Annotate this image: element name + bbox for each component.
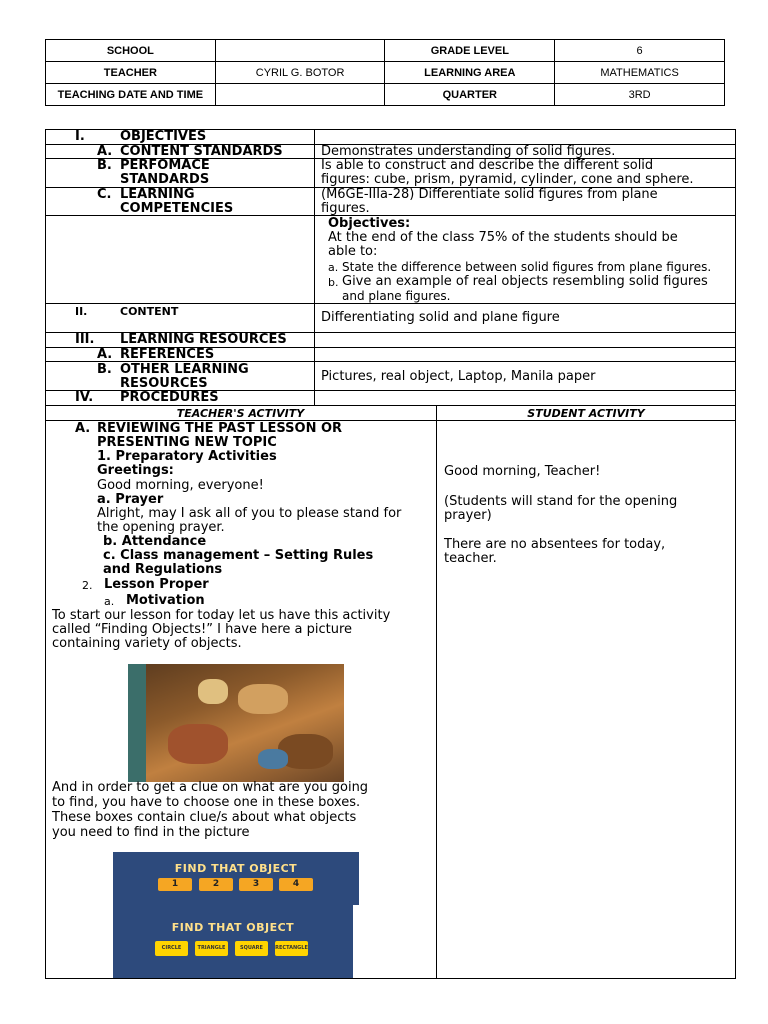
objectives-intro-2: able to: bbox=[328, 244, 378, 259]
performance-standards-label-1: PERFOMACE bbox=[120, 158, 210, 173]
other-resources-label-1: OTHER LEARNING bbox=[120, 362, 249, 377]
game-clue-1: CIRCLE bbox=[155, 941, 188, 956]
date-value bbox=[215, 84, 385, 106]
lesson-proper-label: Lesson Proper bbox=[104, 577, 209, 592]
objective-a: State the difference between solid figures from plane figures. bbox=[342, 260, 712, 274]
student-response-2b: prayer) bbox=[444, 508, 492, 523]
content-standards-value: Demonstrates understanding of solid figures. bbox=[321, 144, 616, 159]
content-value: Differentiating solid and plane figure bbox=[321, 310, 560, 325]
clue-text-2: to find, you have to choose one in these boxes. bbox=[52, 795, 361, 810]
section-a-title-1: REVIEWING THE PAST LESSON OR bbox=[97, 421, 343, 436]
section-a-title-2: PRESENTING NEW TOPIC bbox=[97, 435, 277, 450]
student-response-2a: (Students will stand for the opening bbox=[444, 494, 678, 509]
attendance-label: b. Attendance bbox=[103, 534, 207, 549]
references-letter: A. bbox=[97, 347, 113, 362]
student-response-3a: There are no absentees for today, bbox=[444, 537, 666, 552]
grade-value: 6 bbox=[555, 40, 725, 62]
performance-standards-value-1: Is able to construct and describe the different solid bbox=[321, 158, 654, 173]
other-resources-letter: B. bbox=[97, 362, 112, 377]
objectives-num: I. bbox=[75, 129, 85, 144]
activity-text-3: containing variety of objects. bbox=[52, 636, 242, 651]
game-clue-4: RECTANGLE bbox=[275, 941, 308, 956]
greetings-text: Good morning, everyone! bbox=[97, 478, 264, 493]
content-standards-letter: A. bbox=[97, 144, 113, 159]
activity-text-1: To start our lesson for today let us have this activity bbox=[52, 608, 391, 623]
resources-label: LEARNING RESOURCES bbox=[120, 332, 287, 347]
student-response-3b: teacher. bbox=[444, 551, 497, 566]
procedures-num: IV. bbox=[75, 390, 94, 405]
objective-b-2: and plane figures. bbox=[342, 289, 451, 303]
competencies-letter: C. bbox=[97, 187, 112, 202]
motivation-label: Motivation bbox=[126, 593, 205, 608]
clue-text-1: And in order to get a clue on what are you going bbox=[52, 780, 369, 795]
content-num: II. bbox=[75, 305, 88, 318]
performance-standards-label-2: STANDARDS bbox=[120, 172, 210, 187]
game-box-4: 4 bbox=[279, 878, 313, 891]
quarter-label: QUARTER bbox=[385, 84, 555, 106]
student-response-1: Good morning, Teacher! bbox=[444, 464, 601, 479]
school-label: SCHOOL bbox=[46, 40, 216, 62]
game-clue-3: SQUARE bbox=[235, 941, 268, 956]
objective-a-letter: a. bbox=[328, 261, 339, 274]
game-box-1: 1 bbox=[158, 878, 192, 891]
competencies-value-2: figures. bbox=[321, 201, 370, 216]
references-label: REFERENCES bbox=[120, 347, 215, 362]
date-label: TEACHING DATE AND TIME bbox=[46, 84, 216, 106]
objectives-title: OBJECTIVES bbox=[120, 129, 207, 144]
area-label: LEARNING AREA bbox=[385, 62, 555, 84]
activity-text-2: called “Finding Objects!” I have here a picture bbox=[52, 622, 353, 637]
other-resources-value: Pictures, real object, Laptop, Manila paper bbox=[321, 369, 596, 384]
content-label: CONTENT bbox=[120, 305, 179, 318]
picture-shelf bbox=[128, 664, 146, 782]
clue-text-4: you need to find in the picture bbox=[52, 825, 250, 840]
game-clue-2: TRIANGLE bbox=[195, 941, 228, 956]
game-title-2: FIND THAT OBJECT bbox=[171, 921, 295, 934]
procedures-label: PROCEDURES bbox=[120, 390, 219, 405]
performance-standards-value-2: figures: cube, prism, pyramid, cylinder, cone and sphere. bbox=[321, 172, 694, 187]
header-table bbox=[45, 39, 725, 106]
greetings-label: Greetings: bbox=[97, 463, 174, 478]
objective-b-1: Give an example of real objects resembling solid figures bbox=[342, 274, 708, 289]
objectives-intro-1: At the end of the class 75% of the students should be bbox=[328, 230, 678, 245]
teacher-value: CYRIL G. BOTOR bbox=[215, 62, 385, 84]
teacher-activity-header: TEACHER'S ACTIVITY bbox=[176, 407, 305, 420]
objectives-heading: Objectives: bbox=[328, 216, 411, 231]
find-object-slide-numbers bbox=[113, 852, 359, 905]
objective-b-letter: b. bbox=[328, 276, 339, 289]
motivation-letter: a. bbox=[104, 595, 115, 608]
find-object-slide-clues bbox=[113, 905, 353, 978]
teacher-label: TEACHER bbox=[46, 62, 216, 84]
prayer-label: a. Prayer bbox=[97, 492, 164, 507]
class-management-1: c. Class management – Setting Rules bbox=[103, 548, 374, 563]
competencies-label-1: LEARNING bbox=[120, 187, 195, 202]
class-management-2: and Regulations bbox=[103, 562, 223, 577]
hidden-objects-picture bbox=[128, 664, 344, 782]
content-standards-label: CONTENT STANDARDS bbox=[120, 144, 283, 159]
prayer-text-1: Alright, may I ask all of you to please stand for bbox=[97, 506, 402, 521]
lesson-proper-num: 2. bbox=[82, 579, 93, 592]
game-box-2: 2 bbox=[199, 878, 233, 891]
other-resources-label-2: RESOURCES bbox=[120, 376, 208, 391]
competencies-label-2: COMPETENCIES bbox=[120, 201, 234, 216]
game-box-3: 3 bbox=[239, 878, 273, 891]
clue-text-3: These boxes contain clue/s about what objects bbox=[52, 810, 357, 825]
competencies-value-1: (M6GE-IIIa-28) Differentiate solid figures from plane bbox=[321, 187, 658, 202]
performance-standards-letter: B. bbox=[97, 158, 112, 173]
resources-num: III. bbox=[75, 332, 95, 347]
quarter-value: 3RD bbox=[555, 84, 725, 106]
prayer-text-2: the opening prayer. bbox=[97, 520, 225, 535]
preparatory-activities: 1. Preparatory Activities bbox=[97, 449, 277, 464]
game-title-1: FIND THAT OBJECT bbox=[174, 862, 298, 875]
section-a-letter: A. bbox=[75, 421, 91, 436]
area-value: MATHEMATICS bbox=[555, 62, 725, 84]
student-activity-header: STUDENT ACTIVITY bbox=[527, 407, 645, 420]
grade-label: GRADE LEVEL bbox=[385, 40, 555, 62]
school-value bbox=[215, 40, 385, 62]
